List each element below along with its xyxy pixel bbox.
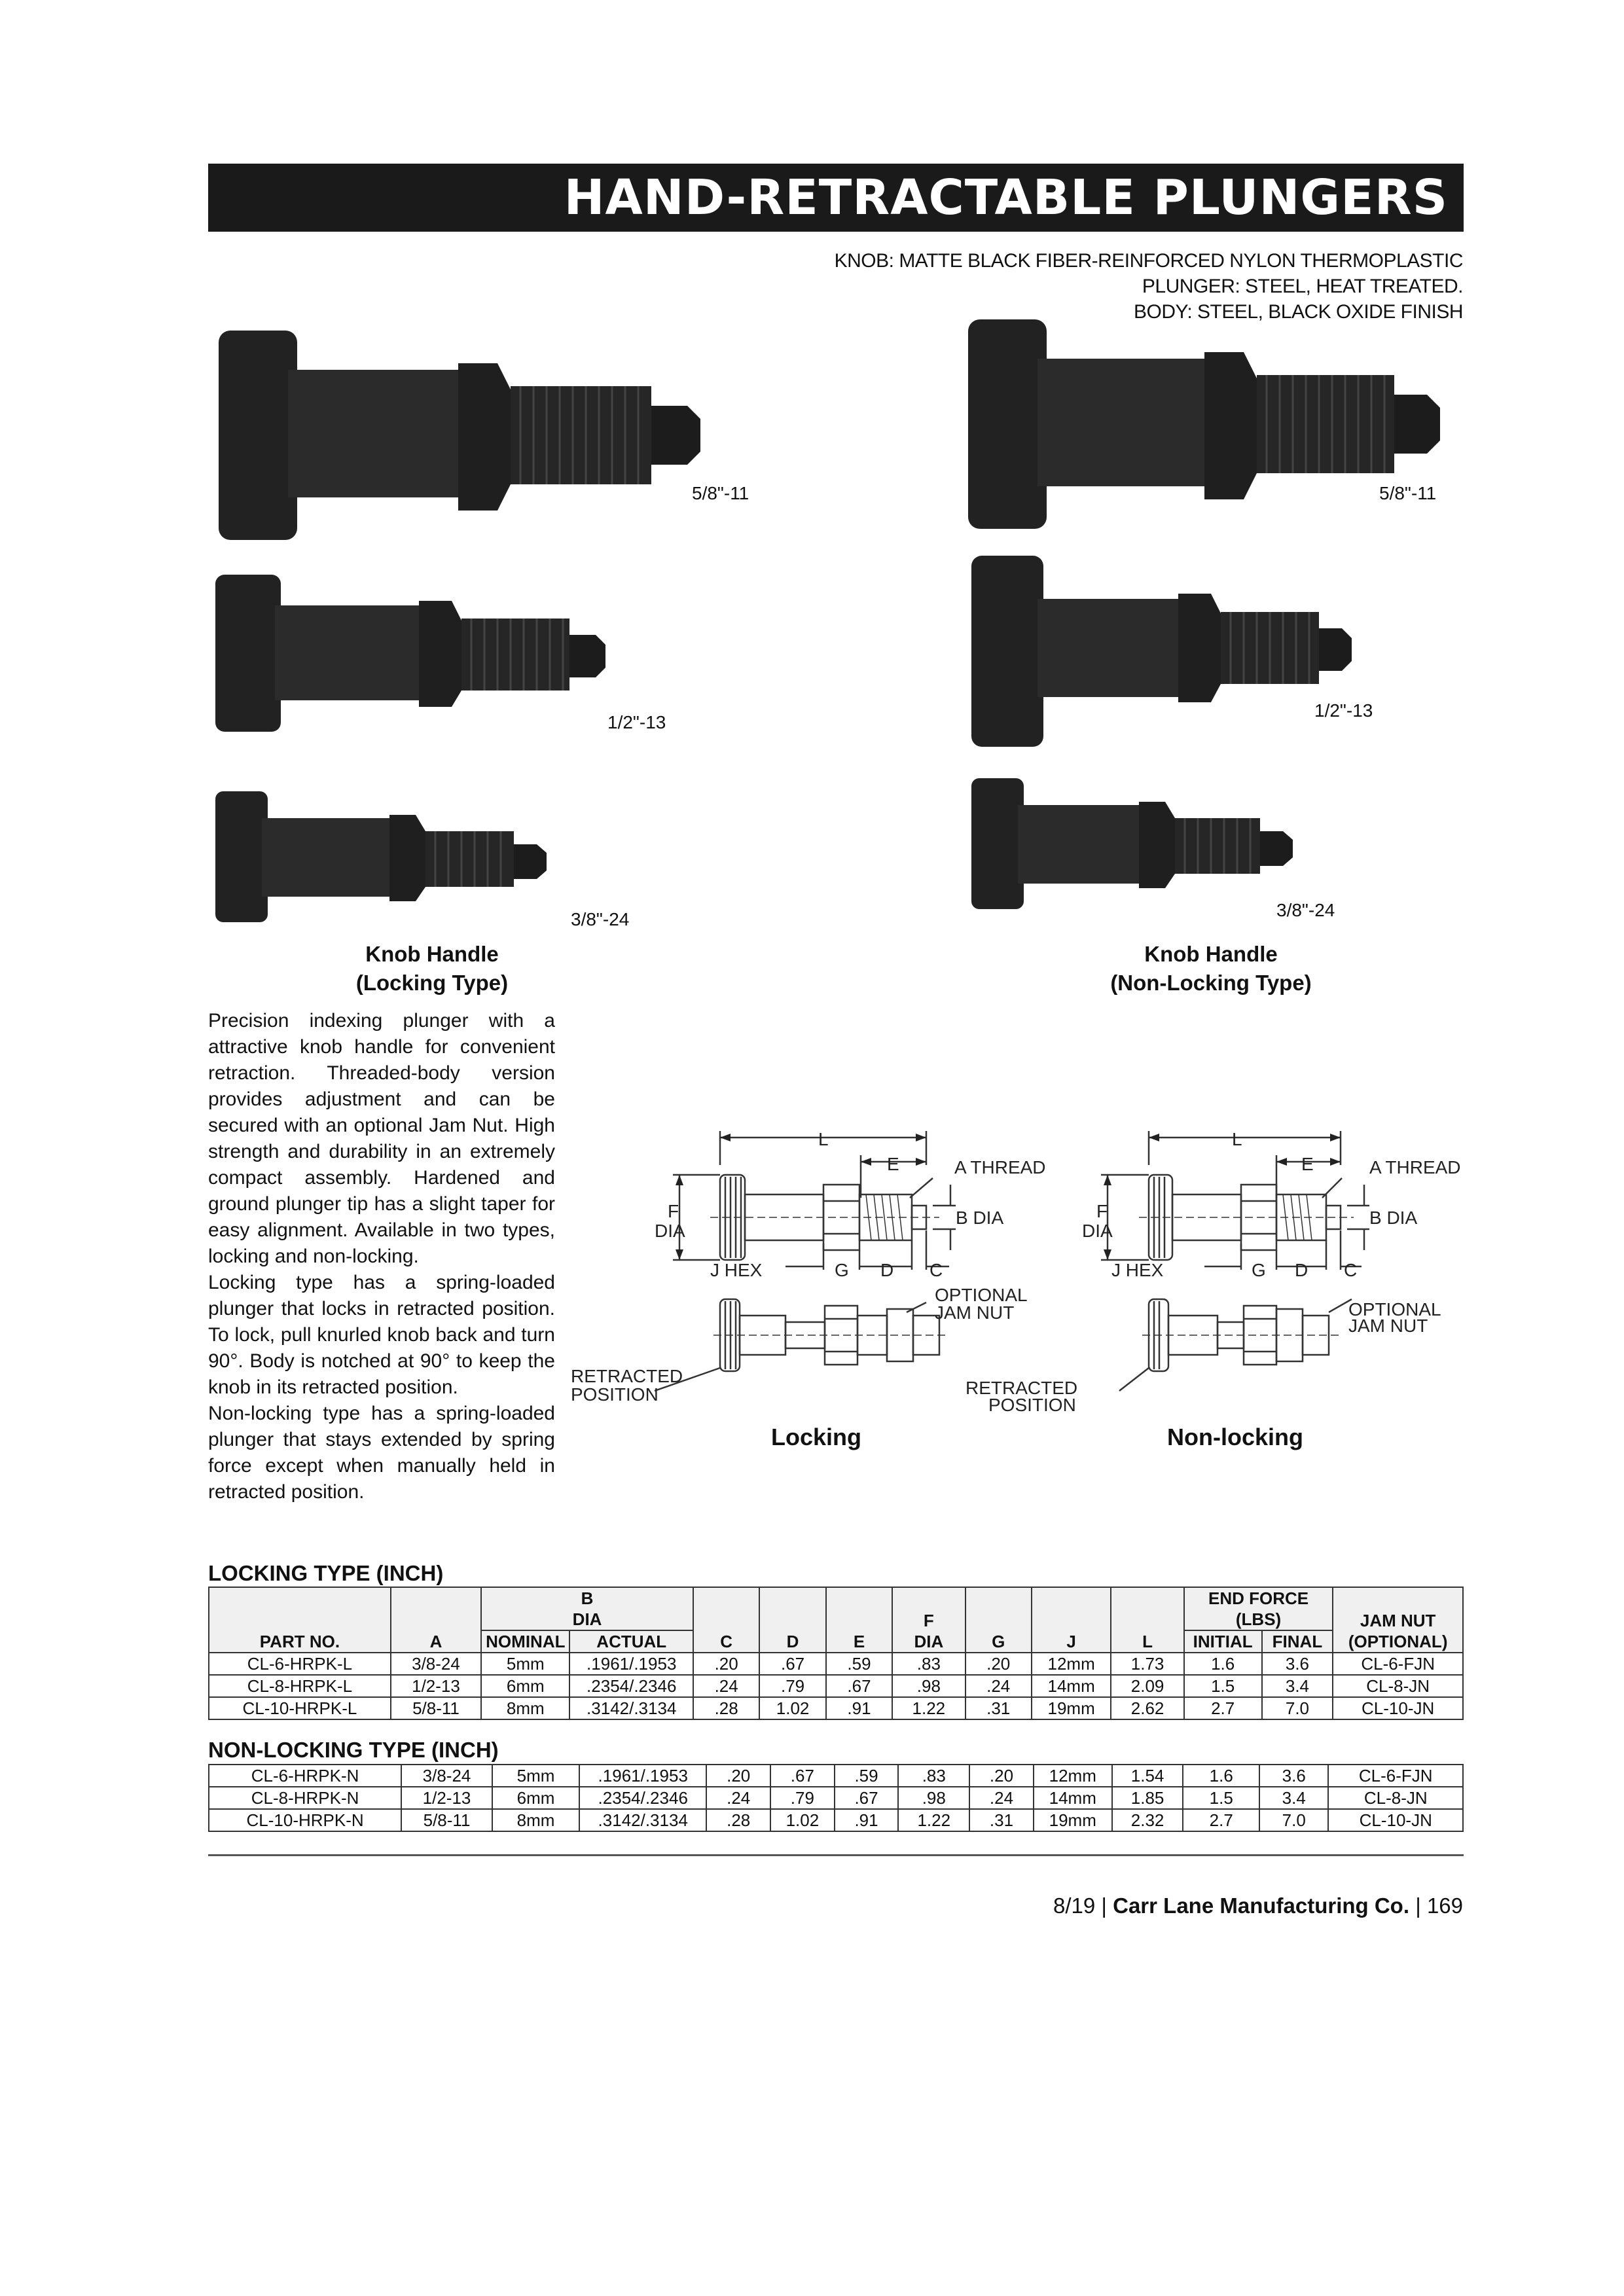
- dim-label-DIA: DIA: [1082, 1221, 1113, 1241]
- cell-initial: 2.7: [1184, 1697, 1262, 1719]
- cell-actual: .1961/.1953: [569, 1653, 693, 1675]
- cell-part-no: CL-8-HRPK-N: [209, 1787, 401, 1809]
- cell-e: .91: [826, 1697, 892, 1719]
- cell-a: 5/8-11: [401, 1809, 492, 1831]
- dim-label-E: E: [1301, 1154, 1314, 1174]
- nonlocking-table: [208, 1764, 1464, 1832]
- footer-company: Carr Lane Manufacturing Co.: [1113, 1893, 1410, 1918]
- cell-actual: .2354/.2346: [579, 1787, 706, 1809]
- dim-label-E: E: [887, 1154, 899, 1174]
- cell-c: .20: [706, 1765, 770, 1787]
- label-jam-nut: JAM NUT: [1348, 1316, 1428, 1336]
- spec-body: BODY: STEEL, BLACK OXIDE FINISH: [1134, 301, 1463, 323]
- cell-j: 12mm: [1032, 1653, 1111, 1675]
- cell-l: 2.62: [1111, 1697, 1183, 1719]
- diagram-nonlocking-title: Non-locking: [1167, 1424, 1303, 1450]
- photo-locking-medium: [213, 569, 671, 733]
- cell-g: .31: [969, 1809, 1034, 1831]
- table-row: [209, 1675, 1463, 1697]
- size-label-nonlocking-large: 5/8"-11: [1379, 483, 1437, 503]
- photo-locking-large: [216, 324, 733, 547]
- cell-e: .59: [835, 1765, 899, 1787]
- footer-rule: [208, 1854, 1464, 1856]
- caption-locking-line2: (Locking Type): [355, 971, 509, 995]
- cell-part-no: CL-10-HRPK-N: [209, 1809, 401, 1831]
- cell-c: .28: [706, 1809, 770, 1831]
- header-jam-nut: JAM NUT (OPTIONAL): [1333, 1587, 1463, 1653]
- header-final: FINAL: [1262, 1630, 1333, 1653]
- page-number: 169: [1426, 1893, 1463, 1918]
- caption-nonlocking-line1: Knob Handle: [1144, 942, 1278, 966]
- label-optional: OPTIONAL: [935, 1285, 1028, 1305]
- header-c: C: [693, 1587, 759, 1653]
- photo-nonlocking-small: [969, 776, 1335, 913]
- cell-d: .67: [770, 1765, 835, 1787]
- cell-jam-nut: CL-10-JN: [1333, 1697, 1463, 1719]
- cell-jam-nut: CL-8-JN: [1328, 1787, 1463, 1809]
- footer-date: 8/19: [1053, 1893, 1096, 1918]
- cell-f: 1.22: [898, 1809, 969, 1831]
- caption-locking: [295, 940, 569, 997]
- dim-label-J-hex: J HEX: [1111, 1260, 1164, 1280]
- header-actual: ACTUAL: [569, 1630, 693, 1653]
- cell-actual: .3142/.3134: [569, 1697, 693, 1719]
- cell-d: .79: [759, 1675, 826, 1697]
- header-part-no: PART NO.: [209, 1587, 391, 1653]
- header-a: A: [391, 1587, 481, 1653]
- cell-jam-nut: CL-10-JN: [1328, 1809, 1463, 1831]
- dim-label-F: F: [668, 1201, 679, 1221]
- cell-e: .59: [826, 1653, 892, 1675]
- cell-initial: 1.5: [1183, 1787, 1259, 1809]
- photo-locking-small: [213, 789, 605, 926]
- cell-j: 19mm: [1032, 1697, 1111, 1719]
- dim-label-A-thread: A THREAD: [1369, 1157, 1461, 1177]
- cell-nominal: 5mm: [492, 1765, 579, 1787]
- cell-c: .28: [693, 1697, 759, 1719]
- cell-jam-nut: CL-8-JN: [1333, 1675, 1463, 1697]
- header-f-dia: F DIA: [892, 1587, 965, 1653]
- cell-final: 3.6: [1262, 1653, 1333, 1675]
- cell-d: 1.02: [770, 1809, 835, 1831]
- cell-d: .79: [770, 1787, 835, 1809]
- cell-d: .67: [759, 1653, 826, 1675]
- caption-nonlocking: [1074, 940, 1348, 997]
- cell-j: 12mm: [1034, 1765, 1112, 1787]
- caption-locking-line1: Knob Handle: [365, 942, 499, 966]
- cell-a: 3/8-24: [391, 1653, 481, 1675]
- cell-c: .24: [706, 1787, 770, 1809]
- cell-g: .24: [965, 1675, 1032, 1697]
- dim-label-A-thread: A THREAD: [954, 1157, 1046, 1177]
- label-retracted: RETRACTED: [571, 1366, 683, 1386]
- label-jam-nut: JAM NUT: [935, 1302, 1015, 1323]
- footer-separator: |: [1101, 1893, 1107, 1918]
- size-label-nonlocking-small: 3/8"-24: [1276, 900, 1335, 920]
- cell-f: .83: [892, 1653, 965, 1675]
- diagram-locking-title: Locking: [771, 1424, 862, 1450]
- caption-nonlocking-line2: (Non-Locking Type): [1110, 971, 1312, 995]
- cell-final: 7.0: [1262, 1697, 1333, 1719]
- cell-final: 3.6: [1259, 1765, 1328, 1787]
- cell-final: 7.0: [1259, 1809, 1328, 1831]
- title-bar: [208, 164, 1464, 232]
- cell-initial: 1.6: [1184, 1653, 1262, 1675]
- cell-nominal: 6mm: [492, 1787, 579, 1809]
- label-position: POSITION: [571, 1384, 659, 1405]
- size-label-locking-small: 3/8"-24: [571, 909, 630, 929]
- cell-f: .98: [898, 1787, 969, 1809]
- cell-initial: 1.5: [1184, 1675, 1262, 1697]
- cell-nominal: 8mm: [481, 1697, 569, 1719]
- cell-j: 14mm: [1034, 1787, 1112, 1809]
- label-position: POSITION: [988, 1395, 1076, 1415]
- header-e: E: [826, 1587, 892, 1653]
- cell-e: .67: [826, 1675, 892, 1697]
- cell-g: .31: [965, 1697, 1032, 1719]
- cell-g: .20: [965, 1653, 1032, 1675]
- header-b-dia: B DIA: [481, 1587, 693, 1630]
- cell-l: 2.09: [1111, 1675, 1183, 1697]
- dim-label-C: C: [1344, 1260, 1358, 1280]
- header-g: G: [965, 1587, 1032, 1653]
- locking-table-title: LOCKING TYPE (INCH): [208, 1561, 444, 1585]
- cell-c: .20: [693, 1653, 759, 1675]
- locking-table: [208, 1587, 1464, 1720]
- cell-actual: .3142/.3134: [579, 1809, 706, 1831]
- dim-label-B-dia: B DIA: [956, 1208, 1004, 1228]
- cell-jam-nut: CL-6-FJN: [1333, 1653, 1463, 1675]
- cell-a: 1/2-13: [401, 1787, 492, 1809]
- cell-actual: .2354/.2346: [569, 1675, 693, 1697]
- cell-d: 1.02: [759, 1697, 826, 1719]
- dim-label-D: D: [1295, 1260, 1308, 1280]
- cell-l: 2.32: [1112, 1809, 1183, 1831]
- footer: [1053, 1893, 1463, 1918]
- cell-jam-nut: CL-6-FJN: [1328, 1765, 1463, 1787]
- diagram-nonlocking: [962, 1126, 1473, 1427]
- header-l: L: [1111, 1587, 1183, 1653]
- cell-part-no: CL-6-HRPK-L: [209, 1653, 391, 1675]
- footer-separator: |: [1415, 1893, 1421, 1918]
- cell-initial: 1.6: [1183, 1765, 1259, 1787]
- dim-label-F: F: [1096, 1201, 1108, 1221]
- cell-l: 1.85: [1112, 1787, 1183, 1809]
- cell-a: 5/8-11: [391, 1697, 481, 1719]
- cell-f: .83: [898, 1765, 969, 1787]
- cell-g: .20: [969, 1765, 1034, 1787]
- table-row: [209, 1697, 1463, 1719]
- cell-actual: .1961/.1953: [579, 1765, 706, 1787]
- size-label-nonlocking-medium: 1/2"-13: [1314, 700, 1373, 721]
- table-row: [209, 1809, 1463, 1831]
- dim-label-L: L: [1232, 1129, 1242, 1149]
- header-initial: INITIAL: [1184, 1630, 1262, 1653]
- cell-c: .24: [693, 1675, 759, 1697]
- cell-e: .67: [835, 1787, 899, 1809]
- size-label-locking-large: 5/8"-11: [692, 483, 749, 503]
- dim-label-C: C: [929, 1260, 943, 1280]
- dim-label-D: D: [880, 1260, 894, 1280]
- cell-part-no: CL-10-HRPK-L: [209, 1697, 391, 1719]
- table-row: [209, 1653, 1463, 1675]
- cell-f: 1.22: [892, 1697, 965, 1719]
- header-j: J: [1032, 1587, 1111, 1653]
- header-d: D: [759, 1587, 826, 1653]
- size-label-locking-medium: 1/2"-13: [607, 712, 666, 732]
- dim-label-G: G: [1252, 1260, 1266, 1280]
- cell-final: 3.4: [1259, 1787, 1328, 1809]
- description-paragraph: Non-locking type has a spring-loaded plunger that stays extended by spring force except when manually held in retracted position.: [208, 1403, 555, 1503]
- cell-g: .24: [969, 1787, 1034, 1809]
- header-nominal: NOMINAL: [481, 1630, 569, 1653]
- table-row: [209, 1765, 1463, 1787]
- description-paragraph: Precision indexing plunger with a attractive knob handle for convenient retraction. Threaded-body version provides adjustment and can be secured with an optional Jam Nut. High strength and durability in an extremely compact assembly. Hardened and ground plunger tip has a slight taper for easy alignment. Available in two types, locking and non-locking.: [208, 1010, 555, 1267]
- dim-label-B-dia: B DIA: [1369, 1208, 1418, 1228]
- description-paragraph: Locking type has a spring-loaded plunger that locks in retracted position. To lock, pull knurled knob back and turn 90°. Body is notched at 90° to keep the knob in its retracted position.: [208, 1272, 555, 1398]
- cell-j: 19mm: [1034, 1809, 1112, 1831]
- page-title: HAND-RETRACTABLE PLUNGERS: [564, 170, 1448, 226]
- cell-part-no: CL-6-HRPK-N: [209, 1765, 401, 1787]
- dim-label-J-hex: J HEX: [710, 1260, 763, 1280]
- cell-a: 1/2-13: [391, 1675, 481, 1697]
- cell-initial: 2.7: [1183, 1809, 1259, 1831]
- cell-e: .91: [835, 1809, 899, 1831]
- spec-knob: KNOB: MATTE BLACK FIBER-REINFORCED NYLON THERMOPLASTIC: [834, 250, 1463, 272]
- cell-j: 14mm: [1032, 1675, 1111, 1697]
- spec-plunger: PLUNGER: STEEL, HEAT TREATED.: [1142, 276, 1463, 297]
- label-optional: OPTIONAL: [1348, 1299, 1441, 1319]
- nonlocking-table-title: NON-LOCKING TYPE (INCH): [208, 1738, 499, 1762]
- dim-label-G: G: [835, 1260, 849, 1280]
- cell-a: 3/8-24: [401, 1765, 492, 1787]
- header-end-force: END FORCE (LBS): [1184, 1587, 1333, 1630]
- cell-final: 3.4: [1262, 1675, 1333, 1697]
- dim-label-DIA: DIA: [655, 1221, 685, 1241]
- dim-label-L: L: [818, 1129, 829, 1149]
- cell-nominal: 5mm: [481, 1653, 569, 1675]
- cell-f: .98: [892, 1675, 965, 1697]
- cell-l: 1.54: [1112, 1765, 1183, 1787]
- description: [208, 1008, 555, 1505]
- table-row: [209, 1787, 1463, 1809]
- cell-part-no: CL-8-HRPK-L: [209, 1675, 391, 1697]
- cell-nominal: 8mm: [492, 1809, 579, 1831]
- label-retracted: RETRACTED: [965, 1378, 1078, 1398]
- cell-l: 1.73: [1111, 1653, 1183, 1675]
- cell-nominal: 6mm: [481, 1675, 569, 1697]
